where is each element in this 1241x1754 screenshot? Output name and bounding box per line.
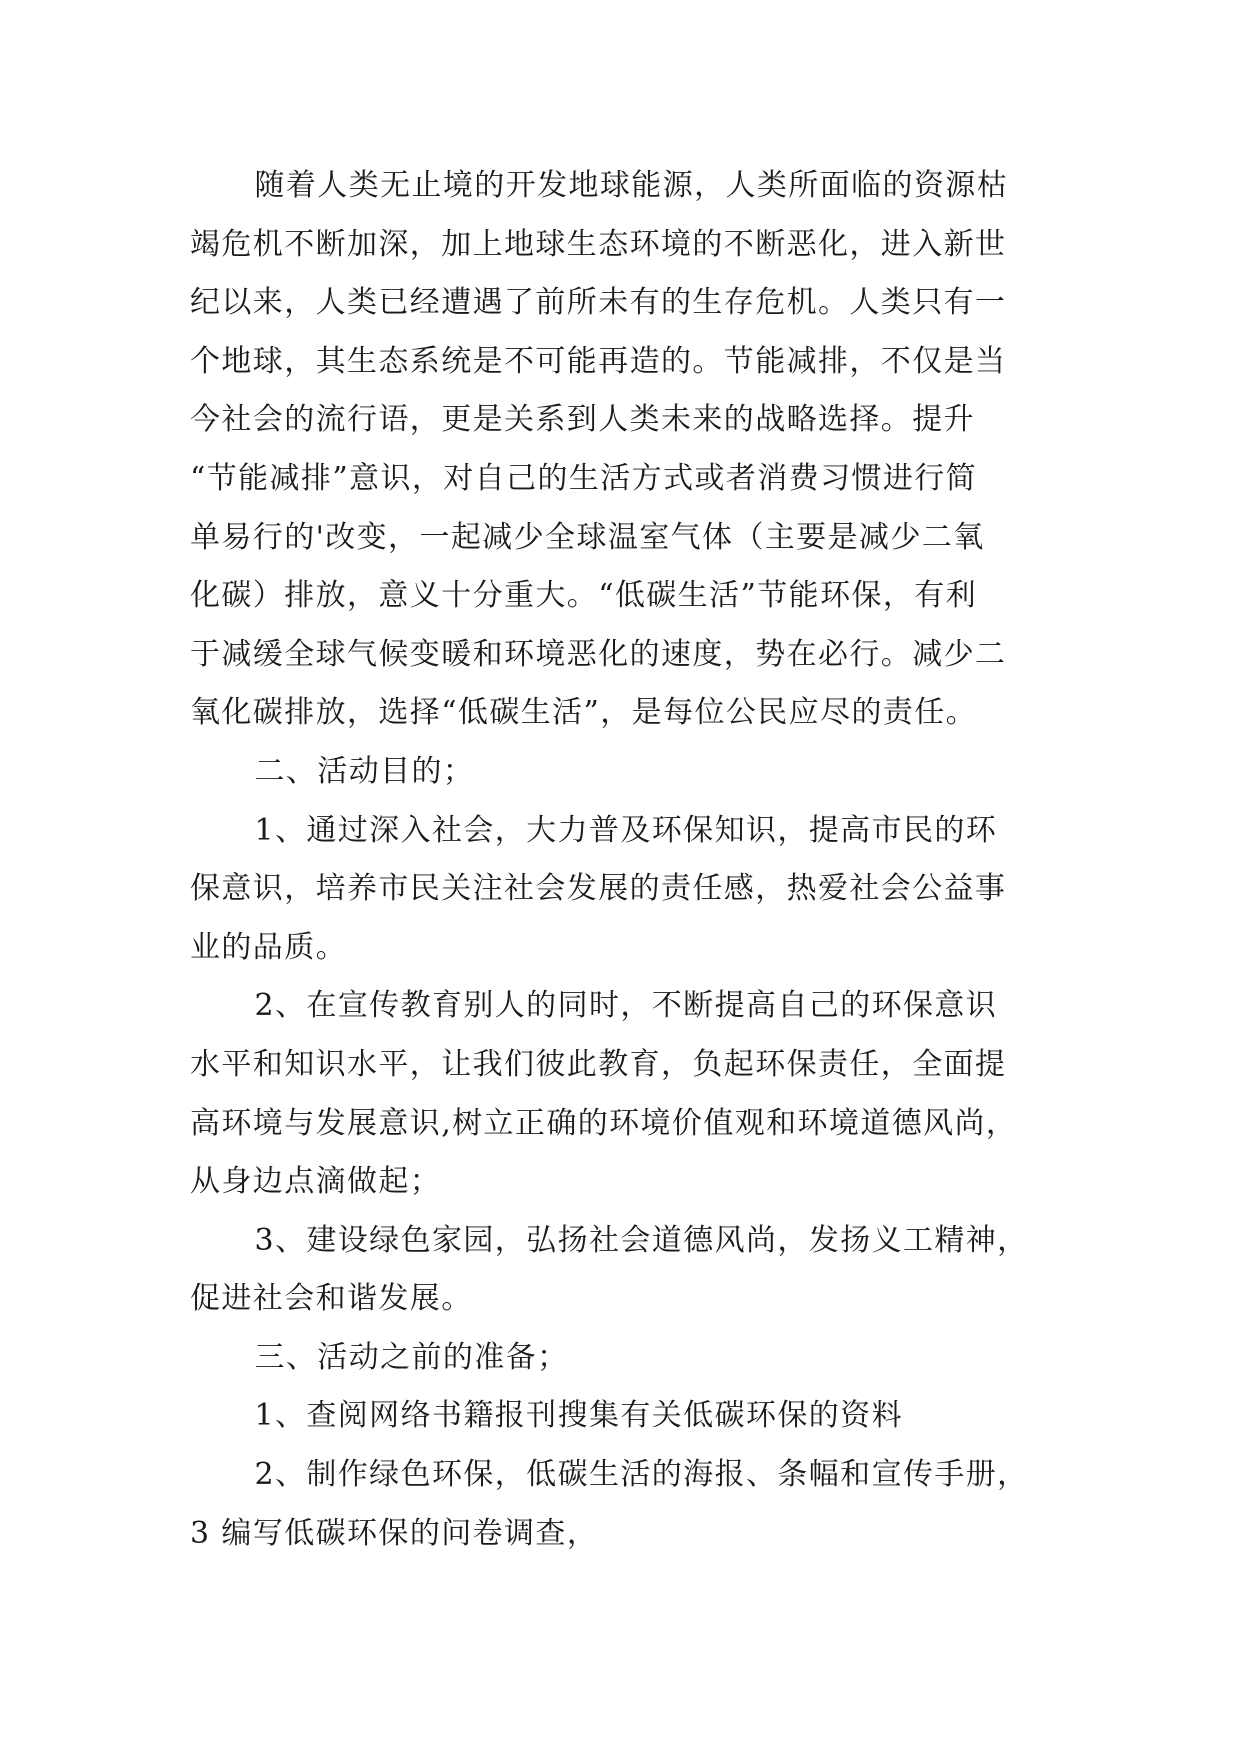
paragraph-objective-3 [190,1212,1050,1329]
paragraph-preparation-3 [190,1505,1050,1564]
text-line: 于减缓全球气候变暖和环境恶化的速度，势在必行。减少二 [190,636,1007,672]
text-line: 单易行的'改变，一起减少全球温室气体（主要是减少二氧 [190,519,985,555]
text-line: 竭危机不断加深，加上地球生态环境的不断恶化，进入新世 [190,226,1007,262]
text-line: 纪以来，人类已经遭遇了前所未有的生存危机。人类只有一 [190,285,1007,321]
text-line: 化碳）排放，意义十分重大。“低碳生活”节能环保，有利 [190,578,978,614]
paragraph-objective-1 [190,802,1050,978]
document-body [190,157,1050,1563]
text-line: “节能减排”意识，对自己的生活方式或者消费习惯进行简 [190,460,978,496]
text-line: 3 编写低碳环保的问卷调查， [190,1515,599,1551]
text-line: 水平和知识水平，让我们彼此教育，负起环保责任，全面提 [190,1046,1007,1082]
section-heading-preparation [190,1329,1050,1388]
text-line: 2、制作绿色环保，低碳生活的海报、条幅和宣传手册， [254,1457,1029,1493]
text-line: 今社会的流行语，更是关系到人类未来的战略选择。提升 [190,402,975,438]
text-line: 业的品质。 [190,929,347,965]
paragraph-objective-2 [190,977,1050,1211]
text-line: 3、建设绿色家园，弘扬社会道德风尚，发扬义工精神， [254,1222,1029,1258]
text-line: 1、查阅网络书籍报刊搜集有关低碳环保的资料 [254,1398,903,1434]
heading-text: 二、活动目的； [254,753,475,789]
paragraph-preparation-2 [190,1446,1050,1505]
paragraph-intro [190,157,1050,743]
text-line: 1、通过深入社会，大力普及环保知识，提高市民的环 [254,812,998,848]
heading-text: 三、活动之前的准备； [254,1339,569,1375]
paragraph-preparation-1 [190,1387,1050,1446]
section-heading-objectives [190,743,1050,802]
text-line: 促进社会和谐发展。 [190,1281,473,1317]
text-line: 从身边点滴做起； [190,1164,442,1200]
text-line: 个地球，其生态系统是不可能再造的。节能减排，不仅是当 [190,343,1007,379]
text-line: 氧化碳排放，选择“低碳生活”，是每位公民应尽的责任。 [190,695,978,731]
text-line: 高环境与发展意识,树立正确的环境价值观和环境道德风尚， [190,1105,1018,1141]
text-line: 2、在宣传教育别人的同时，不断提高自己的环保意识 [254,988,998,1024]
text-line: 保意识，培养市民关注社会发展的责任感，热爱社会公益事 [190,871,1007,907]
text-line: 随着人类无止境的开发地球能源，人类所面临的资源枯 [254,168,1009,203]
